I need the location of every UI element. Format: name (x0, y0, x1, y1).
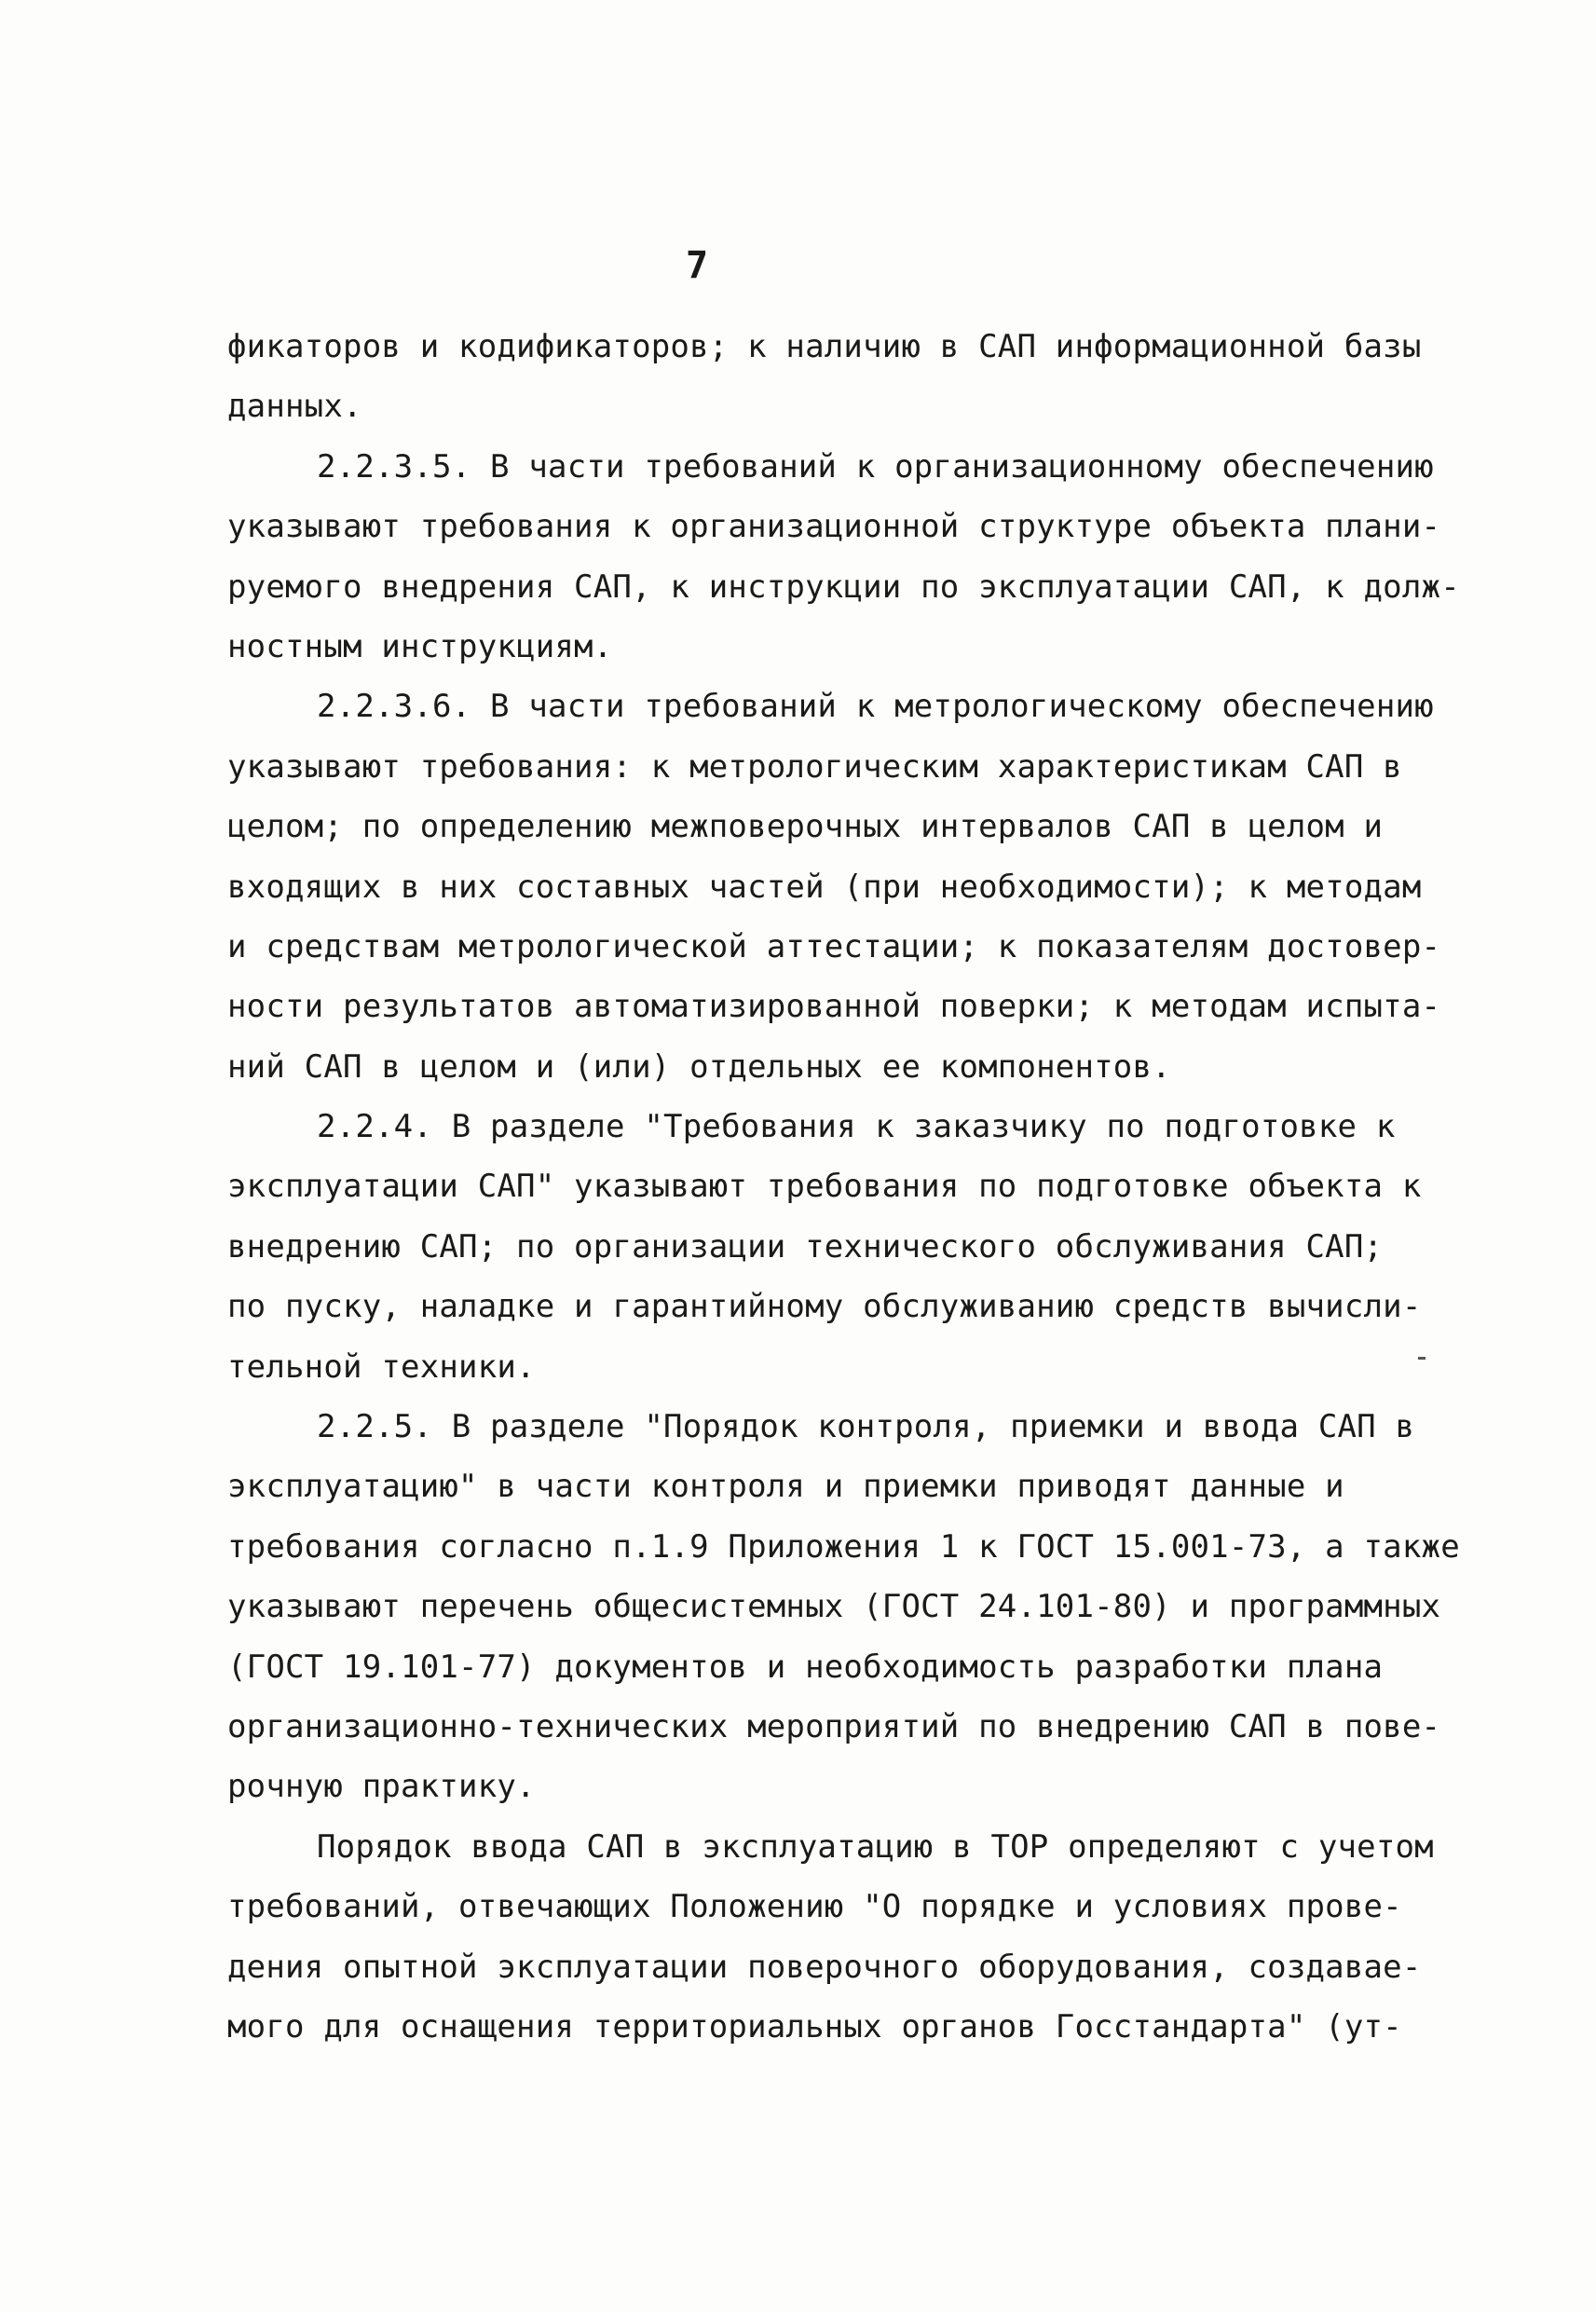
text-line: и средствам метрологической аттестации; к показателям достовер- (227, 927, 1441, 965)
text-line: ности результатов автоматизированной поверки; к методам испыта- (227, 988, 1441, 1026)
text-line: эксплуатацию" в части контроля и приемки приводят данные и (227, 1468, 1344, 1506)
text-line: ностным инструкциям. (227, 627, 613, 665)
text-line: требования согласно п.1.9 Приложения 1 к ГОСТ 15.001-73, а также (227, 1527, 1460, 1566)
text-line: организационно-технических мероприятий по внедрению САП в пове- (227, 1707, 1441, 1745)
text-line: дения опытной эксплуатации поверочного оборудования, создавае- (227, 1948, 1422, 1986)
text-line: (ГОСТ 19.101-77) документов и необходимость разработки плана (227, 1648, 1384, 1686)
text-line: указывают требования к организационной структуре объекта плани- (227, 508, 1441, 546)
section-2-2-5-heading-line: 2.2.5. В разделе "Порядок контроля, приемки и ввода САП в (317, 1408, 1415, 1446)
text-line: мого для оснащения территориальных органов Госстандарта" (ут- (227, 2007, 1402, 2045)
text-line: руемого внедрения САП, к инструкции по эксплуатации САП, к долж- (227, 568, 1460, 606)
text-line: требований, отвечающих Положению "О порядке и условиях прове- (227, 1888, 1402, 1926)
text-line: данных. (227, 388, 362, 426)
text-line: указывают перечень общесистемных (ГОСТ 24.101-80) и программных (227, 1588, 1441, 1626)
text-line: рочную практику. (227, 1768, 536, 1806)
paragraph-start-line: Порядок ввода САП в эксплуатацию в ТОР определяют с учетом (317, 1827, 1434, 1866)
text-line: фикаторов и кодификаторов; к наличию в САП информационной базы (227, 328, 1422, 365)
text-line: ний САП в целом и (или) отдельных ее компонентов. (227, 1047, 1171, 1086)
text-line: эксплуатации САП" указывают требования по подготовке объекта к (227, 1168, 1422, 1206)
section-2-2-4-heading-line: 2.2.4. В разделе "Требования к заказчику по подготовке к (317, 1108, 1396, 1146)
body-text (227, 317, 1460, 2057)
text-line: входящих в них составных частей (при необходимости); к методам (227, 868, 1422, 906)
text-line: целом; по определению межповерочных интервалов САП в целом и (227, 808, 1384, 846)
scan-artifact-mark (1418, 1357, 1425, 1360)
page-number: 7 (686, 244, 709, 287)
text-line: по пуску, наладке и гарантийному обслуживанию средств вычисли- (227, 1288, 1422, 1326)
text-line: внедрению САП; по организации технического обслуживания САП; (227, 1227, 1384, 1265)
section-2-2-3-6-heading-line: 2.2.3.6. В части требований к метрологическому обеспечению (317, 688, 1434, 726)
section-2-2-3-5-heading-line: 2.2.3.5. В части требований к организационному обеспечению (317, 447, 1434, 486)
text-line: указывают требования: к метрологическим характеристикам САП в (227, 747, 1402, 786)
text-line: тельной техники. (227, 1348, 536, 1386)
